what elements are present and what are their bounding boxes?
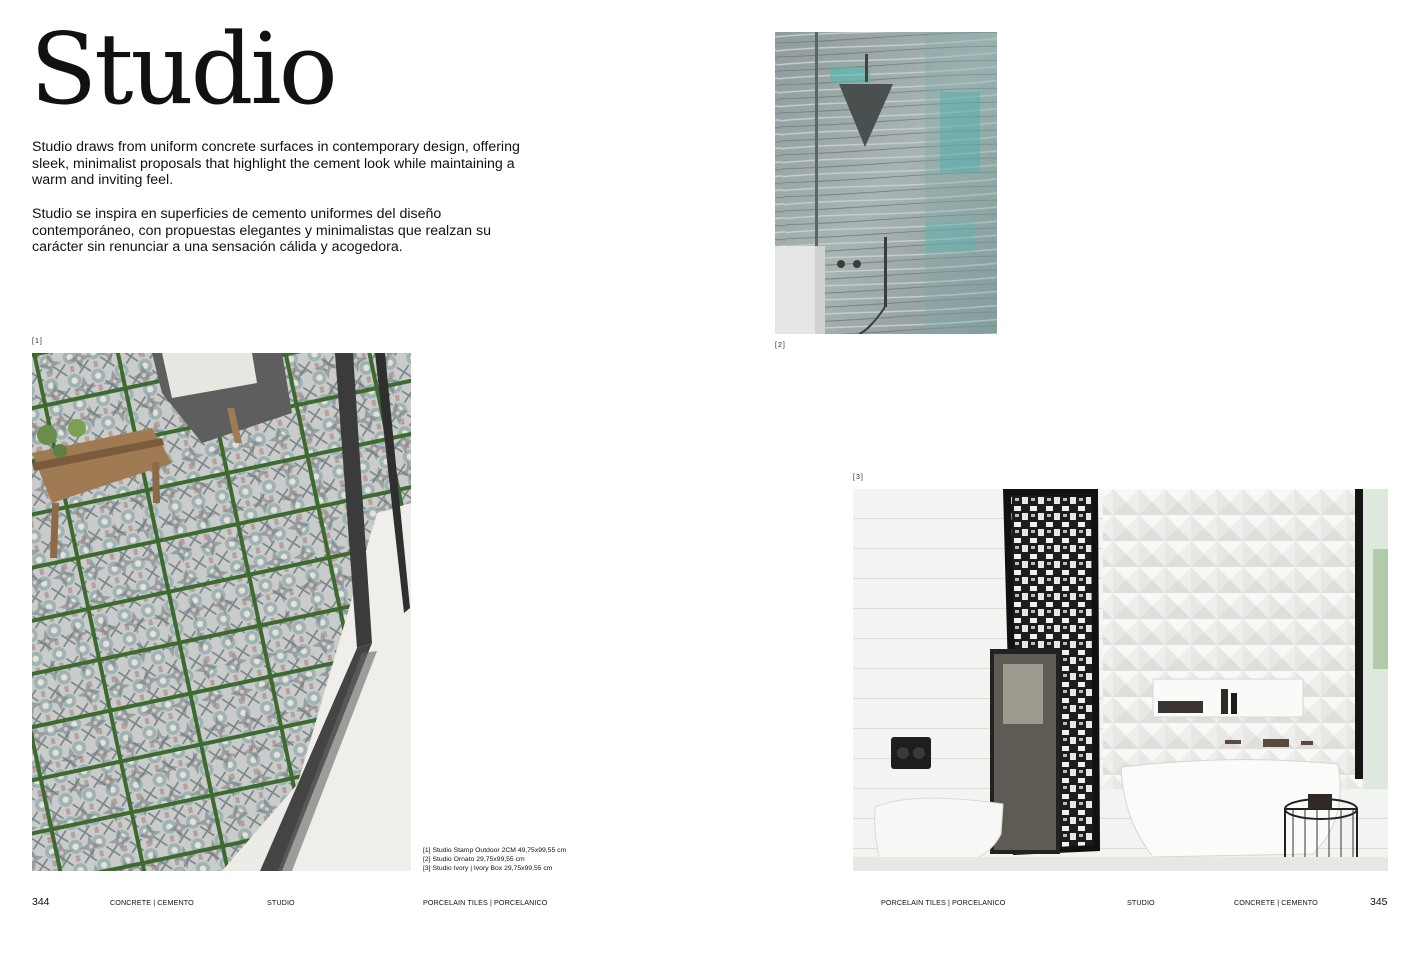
image-3-tag: [3]: [853, 474, 864, 481]
caption-1: [1] Studio Stamp Outdoor 2CM 49,75x99,55 cm: [423, 847, 567, 854]
footer-left-product: PORCELAIN TILES | PORCELANICO: [423, 898, 548, 907]
footer-left-category: CONCRETE | CEMENTO: [110, 898, 194, 907]
white-bathroom-tile-photo: [853, 489, 1388, 871]
caption-3: [3] Studio Ivory | Ivory Box 29,75x99,55 cm: [423, 865, 553, 873]
shower-wall-tile-photo: [775, 32, 997, 334]
outdoor-patterned-tile-terrace-photo: [32, 353, 411, 871]
intro-english: Studio draws from uniform concrete surfaces in contemporary design, offering sleek, minimalist proposals that highlight the cement look while maintaining a warm and inviting feel.: [32, 139, 520, 188]
page-number-right: 345: [1370, 896, 1388, 908]
image-1-tag: [1]: [32, 338, 43, 345]
caption-2: [2] Studio Ornato 29,75x99,55 cm: [423, 856, 525, 864]
footer-left-series: STUDIO: [267, 898, 295, 907]
footer-right-category: CONCRETE | CEMENTO: [1234, 898, 1318, 907]
image-captions: [423, 846, 566, 874]
image-2-tag: [2]: [775, 342, 786, 349]
page-title: Studio: [30, 13, 335, 127]
footer-right-product: PORCELAIN TILES | PORCELANICO: [881, 898, 1006, 907]
footer-right-series: STUDIO: [1127, 898, 1155, 907]
page-number-left: 344: [32, 896, 50, 908]
intro-spanish: Studio se inspira en superficies de cemento uniformes del diseño contemporáneo, con propuestas elegantes y minimalistas que realzan su carácter sin renunciar a una sensación cálida y acogedora.: [32, 206, 491, 255]
